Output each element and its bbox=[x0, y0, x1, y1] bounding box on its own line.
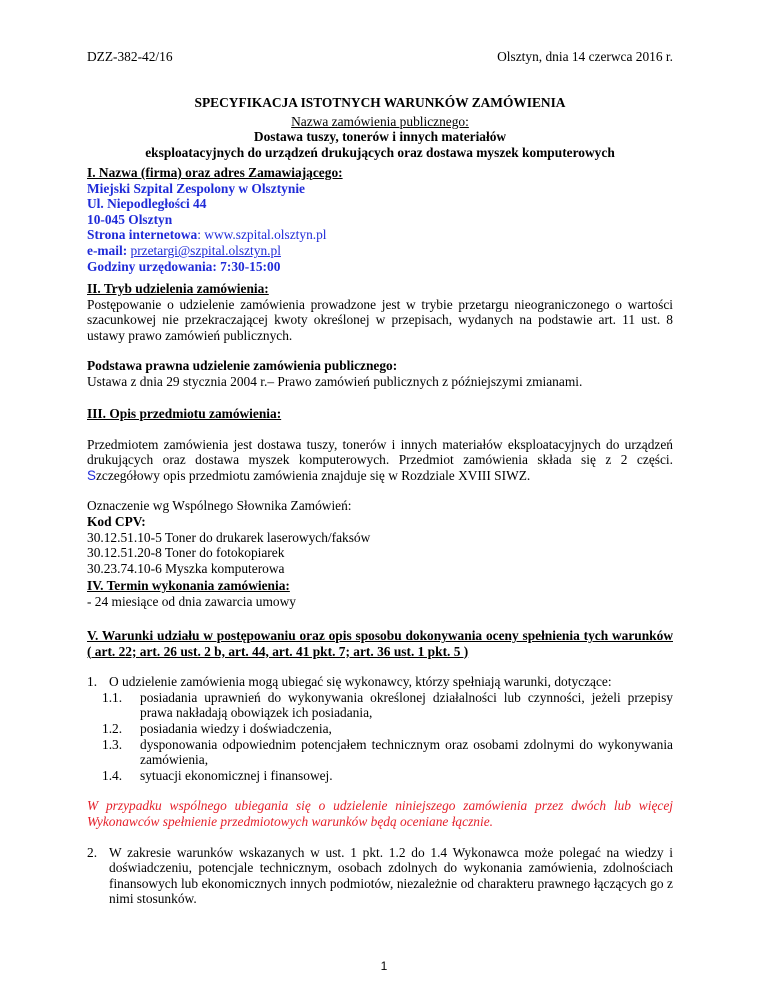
subitem-number: 1.3. bbox=[102, 736, 123, 752]
subitem-text: posiadania uprawnień do wykonywania określonej działalności lub czynności, jeżeli przepisy prawa nakładają obowiązek ich posiadania, bbox=[140, 689, 673, 721]
subject-text-part-2: zczegółowy opis przedmiotu zamówienia znajduje się w Rozdziale XVIII SIWZ. bbox=[95, 467, 531, 483]
order-name-line-2: eksploatacyjnych do urządzeń drukujących oraz dostawa myszek komputerowych bbox=[145, 144, 615, 160]
condition-item-2 bbox=[87, 845, 673, 907]
subject-text-part-1: Przedmiotem zamówienia jest dostawa tuszy, tonerów i innych materiałów eksploatacyjnych do urządzeń drukujących oraz dostawa myszek komputerowych. Przedmiot zamówienia składa się z 2 części. bbox=[87, 436, 673, 468]
section-procedure bbox=[87, 281, 673, 390]
website-value[interactable]: : www.szpital.olsztyn.pl bbox=[197, 227, 327, 243]
document-title: SPECYFIKACJA ISTOTNYCH WARUNKÓW ZAMÓWIENIA bbox=[194, 95, 566, 110]
cpv-intro: Oznaczenie wg Wspólnego Słownika Zamówień: bbox=[87, 498, 352, 514]
reference-number: DZZ-382-42/16 bbox=[87, 49, 173, 64]
condition-item-text: W zakresie warunków wskazanych w ust. 1 pkt. 1.2 do 1.4 Wykonawca może polegać na wiedzy i doświadczeniu, potencjale technicznym, osobach zdolnych do wykonania zamówienia, zdolnościach finansowych lub ekonomicznych innych podmiotów, niezależnie od charakteru prawnego łączących go z nimi stosunków. bbox=[109, 844, 673, 907]
section-2-heading: II. Tryb udzielenia zamówienia: bbox=[87, 281, 269, 296]
section-3-heading: III. Opis przedmiotu zamówienia: bbox=[87, 406, 282, 421]
website-line bbox=[87, 227, 673, 243]
section-1-heading: I. Nazwa (firma) oraz adres Zamawiającego: bbox=[87, 165, 343, 180]
condition-subitem bbox=[87, 737, 673, 768]
cpv-label: Kod CPV: bbox=[87, 513, 146, 529]
section-contracting-authority bbox=[87, 165, 673, 274]
section-subject bbox=[87, 406, 673, 576]
procedure-text: Postępowanie o udzielenie zamówienia prowadzone jest w trybie przetargu nieograniczonego o wartości szacunkowej nie przekraczającej kwoty określonej w przepisach, wydanych na podstawie art. 11 ust. 8 ustawy prawo zamówień publicznych. bbox=[87, 296, 673, 343]
section-5-heading: V. Warunki udziału w postępowaniu oraz opis sposobu dokonywania oceny spełnienia tych warunków ( art. 22; art. 26 ust. 2 b, art. 44, art. 41 pkt. 7; art. 36 ust. 1 pkt. 5 ) bbox=[87, 628, 673, 659]
order-name-line-1: Dostawa tuszy, tonerów i innych materiałów bbox=[253, 129, 507, 145]
condition-item-number: 1. bbox=[87, 674, 98, 690]
website-label: Strona internetowa bbox=[87, 227, 198, 243]
email-link[interactable]: przetargi@szpital.olsztyn.pl bbox=[130, 242, 281, 258]
cpv-item: 30.12.51.10-5 Toner do drukarek laserowych/faksów bbox=[87, 529, 371, 545]
section-4-heading: IV. Termin wykonania zamówienia: bbox=[87, 578, 290, 593]
legal-basis-text: Ustawa z dnia 29 stycznia 2004 r.– Prawo zamówień publicznych z późniejszymi zmianami. bbox=[87, 373, 583, 389]
email-label: e-mail: bbox=[87, 242, 128, 258]
subitem-text: posiadania wiedzy i doświadczenia, bbox=[140, 720, 332, 736]
legal-basis-heading: Podstawa prawna udzielenie zamówienia publicznego: bbox=[87, 358, 398, 374]
subitem-number: 1.1. bbox=[102, 689, 123, 705]
authority-name: Miejski Szpital Zespolony w Olsztynie bbox=[87, 180, 305, 196]
condition-item-number: 2. bbox=[87, 844, 98, 860]
title-block bbox=[87, 95, 673, 160]
subitem-text: sytuacji ekonomicznej i finansowej. bbox=[140, 767, 333, 783]
condition-subitem bbox=[87, 768, 673, 784]
authority-street: Ul. Niepodległości 44 bbox=[87, 196, 207, 212]
cpv-item: 30.23.74.10-6 Myszka komputerowa bbox=[87, 560, 285, 576]
condition-item-1 bbox=[87, 674, 673, 690]
joint-bidding-note: W przypadku wspólnego ubiegania się o udzielenie niniejszego zamówienia przez dwóch lub więcej Wykonawców spełnienie przedmiotowych warunków będą oceniane łącznie. bbox=[87, 798, 673, 829]
condition-item-text: O udzielenie zamówienia mogą ubiegać się wykonawcy, którzy spełniają warunki, dotyczące: bbox=[109, 674, 612, 690]
authority-city: 10-045 Olsztyn bbox=[87, 211, 173, 227]
page-number: 1 bbox=[380, 959, 388, 973]
section-conditions bbox=[87, 628, 673, 907]
document-header bbox=[87, 49, 673, 65]
subject-text-initial: S bbox=[87, 467, 96, 483]
section-deadline bbox=[87, 578, 673, 609]
email-line bbox=[87, 243, 673, 259]
cpv-item: 30.12.51.20-8 Toner do fotokopiarek bbox=[87, 545, 285, 561]
subitem-number: 1.2. bbox=[102, 720, 123, 736]
subject-text bbox=[87, 437, 673, 484]
office-hours: Godziny urzędowania: 7:30-15:00 bbox=[87, 258, 281, 274]
subitem-text: dysponowania odpowiednim potencjałem technicznym oraz osobami zdolnymi do wykonywania zamówienia, bbox=[140, 736, 673, 768]
deadline-text: - 24 miesiące od dnia zawarcia umowy bbox=[87, 593, 296, 609]
document-date: Olsztyn, dnia 14 czerwca 2016 r. bbox=[497, 49, 673, 64]
subitem-number: 1.4. bbox=[102, 767, 123, 783]
condition-subitem bbox=[87, 690, 673, 721]
condition-subitem bbox=[87, 721, 673, 737]
order-name-label: Nazwa zamówienia publicznego: bbox=[291, 113, 469, 129]
